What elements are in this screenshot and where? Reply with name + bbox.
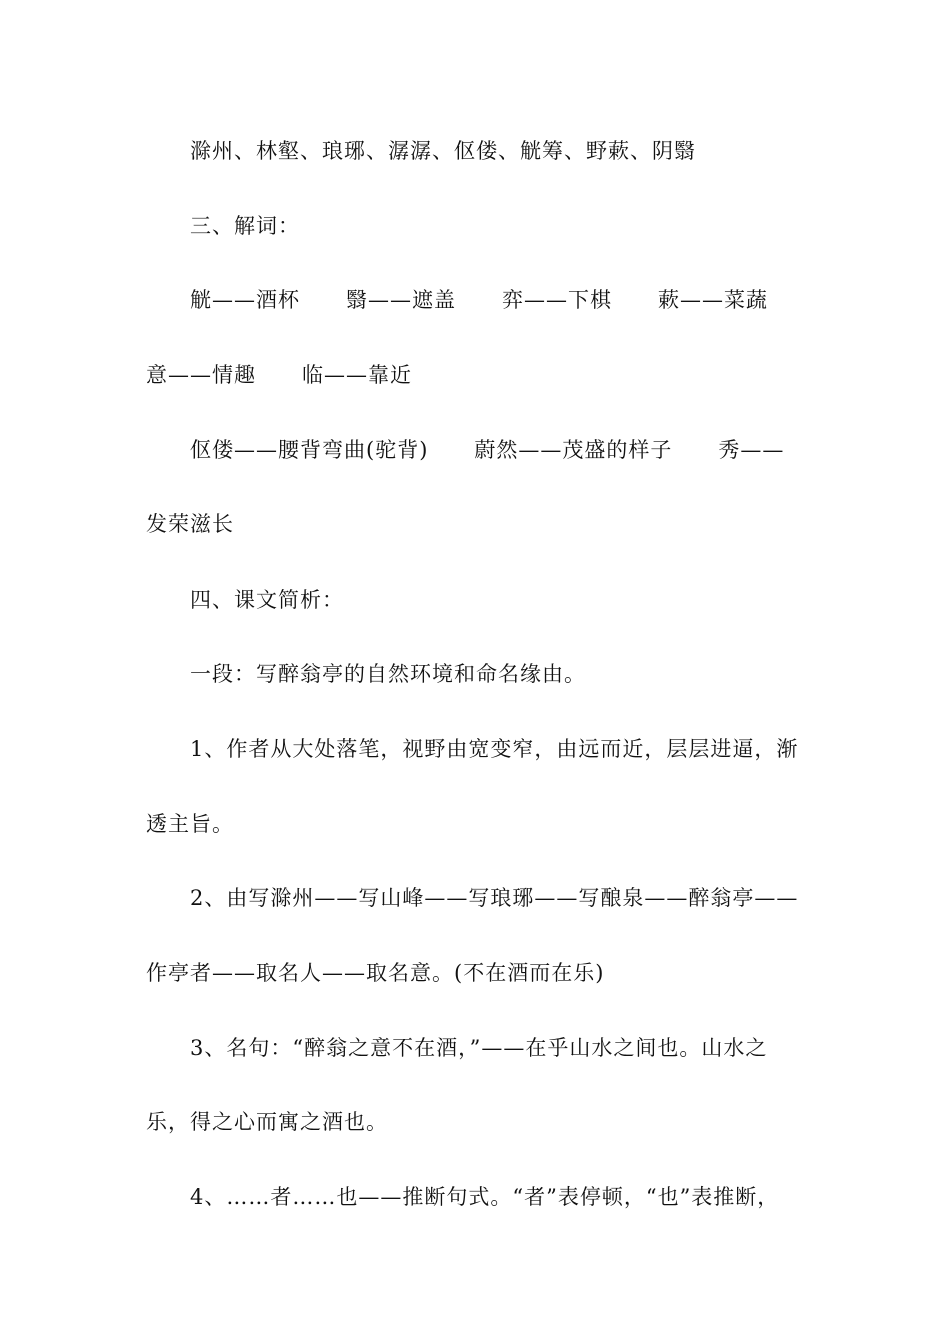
paragraph-continuation <box>146 809 826 839</box>
definitions-row <box>190 285 830 315</box>
definition: 觥——酒杯 <box>190 288 300 312</box>
text-line: 1、作者从大处落笔，视野由宽变窄，由远而近，层层进逼，渐 <box>190 737 799 761</box>
section-heading <box>190 585 830 615</box>
definition: 蔌——菜蔬 <box>658 288 768 312</box>
text-line: 三、解词： <box>190 214 300 238</box>
definitions-row <box>190 435 830 465</box>
definition: 蔚然——茂盛的样子 <box>474 438 673 462</box>
text-line: 四、课文简析： <box>190 588 344 612</box>
text-line: 3、名句：“醉翁之意不在酒，”——在乎山水之间也。山水之 <box>190 1036 768 1060</box>
definition: 意——情趣 <box>146 363 256 387</box>
definition: 秀—— <box>718 438 785 462</box>
text-line: 一段：写醉翁亭的自然环境和命名缘由。 <box>190 662 586 686</box>
text-line: 作亭者——取名人——取名意。(不在酒而在乐) <box>146 961 605 985</box>
definition-continuation <box>146 509 826 539</box>
paragraph <box>190 734 830 764</box>
text-line: 透主旨。 <box>146 812 234 836</box>
definition: 翳——遮盖 <box>346 288 456 312</box>
paragraph-continuation <box>146 958 826 988</box>
text-line: 发荣滋长 <box>146 512 234 536</box>
paragraph-continuation <box>146 1107 826 1137</box>
definitions-row <box>146 360 826 390</box>
vocab-list <box>190 136 830 166</box>
paragraph <box>190 659 830 689</box>
text-line: 乐，得之心而寓之酒也。 <box>146 1110 388 1134</box>
paragraph <box>190 1182 830 1212</box>
definition: 弈——下棋 <box>502 288 612 312</box>
text-line: 4、……者……也——推断句式。“者”表停顿，“也”表推断， <box>190 1185 780 1209</box>
definition: 临——靠近 <box>302 363 412 387</box>
definition: 伛偻——腰背弯曲(驼背) <box>190 438 429 462</box>
text-line: 滁州、林壑、琅琊、潺潺、伛偻、觥筹、野蔌、阴翳 <box>190 139 696 163</box>
paragraph <box>190 883 830 913</box>
paragraph <box>190 1033 830 1063</box>
text-line: 2、由写滁州——写山峰——写琅琊——写酿泉——醉翁亭—— <box>190 886 799 910</box>
section-heading <box>190 211 830 241</box>
